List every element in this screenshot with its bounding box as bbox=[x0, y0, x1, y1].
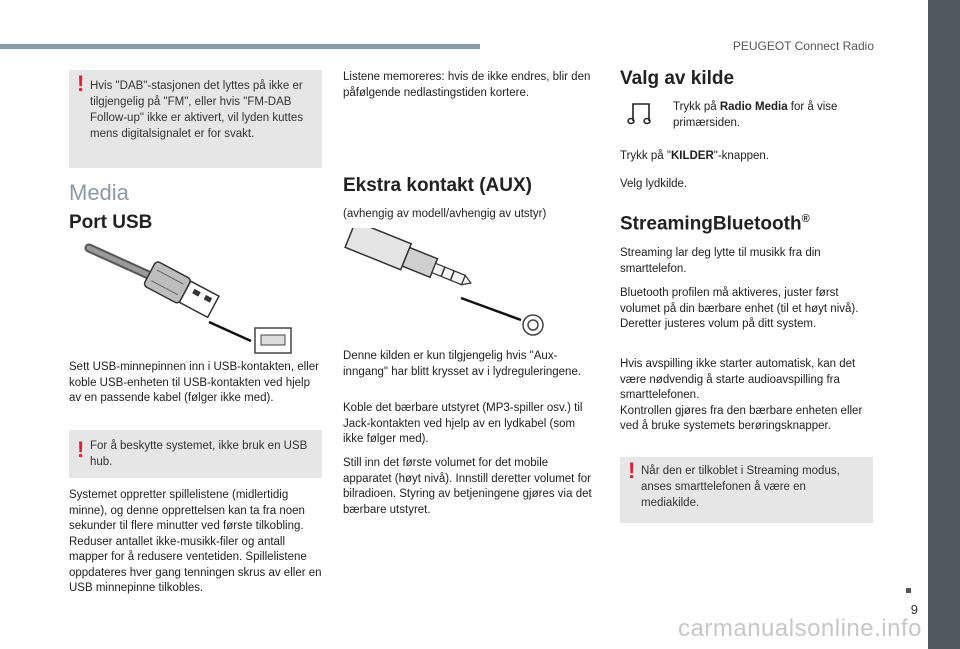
kilder-label: KILDER bbox=[670, 150, 714, 162]
heading-bluetooth-text: StreamingBluetooth bbox=[620, 213, 802, 235]
heading-aux: Ekstra kontakt (AUX) bbox=[343, 175, 532, 196]
warning-note-streaming bbox=[620, 457, 873, 523]
watermark: carmanualsonline.info bbox=[678, 615, 922, 642]
step-select-source: Velg lydkilde. bbox=[620, 178, 688, 190]
step-radio-media bbox=[673, 100, 853, 131]
header-title: PEUGEOT Connect Radio bbox=[732, 39, 874, 53]
paragraph-usb: Sett USB-minnepinnen inn i USB-kontakten, eller koble USB-enheten til USB-kontakten ved hjelp av en passende kabel (følger ikke med). bbox=[69, 361, 319, 404]
warning-note-dab bbox=[69, 70, 322, 168]
step-text: for å vise primærsiden. bbox=[673, 101, 838, 129]
jack-illustration bbox=[343, 228, 553, 338]
warning-note-text: For å beskytte systemet, ikke bruk en USB hub. bbox=[90, 440, 308, 468]
step-kilder bbox=[620, 149, 875, 165]
page-marker bbox=[906, 588, 911, 593]
paragraph-bt-1: Streaming lar deg lytte til musikk fra din smarttelefon. bbox=[620, 247, 821, 275]
header-rule bbox=[0, 44, 480, 49]
warning-icon: ! bbox=[628, 458, 636, 483]
warning-note-text: Når den er tilkoblet i Streaming modus, anses smarttelefonen å være en mediakilde. bbox=[641, 465, 840, 509]
paragraph-aux-1: Denne kilden er kun tilgjengelig hvis "Aux-inngang" har blitt krysset av i lydreguleringene. bbox=[343, 350, 582, 378]
warning-icon: ! bbox=[77, 437, 85, 462]
side-strip bbox=[928, 0, 960, 649]
heading-bluetooth bbox=[620, 213, 810, 235]
step-text: Trykk på bbox=[673, 101, 720, 113]
paragraph-aux-sub: (avhengig av modell/avhengig av utstyr) bbox=[343, 208, 547, 220]
paragraph-aux-2: Koble det bærbare utstyret (MP3-spiller osv.) til Jack-kontakten ved hjelp av en lydkabel (som ikke følger med). bbox=[343, 402, 583, 445]
paragraph-lists: Listene memoreres: hvis de ikke endres, blir den påfølgende nedlastingstiden kortere. bbox=[343, 71, 591, 99]
warning-icon: ! bbox=[77, 71, 85, 96]
step-text: Trykk på " bbox=[620, 150, 671, 162]
section-title: Media bbox=[69, 180, 129, 205]
page-number: 9 bbox=[910, 602, 918, 617]
warning-note-text: Hvis "DAB"-stasjonen det lyttes på ikke er tilgjengelig på "FM", eller hvis "FM-DAB Follow-up" ikke er aktivert, vil lyden kuttes mens digitalsignalet er for svakt. bbox=[90, 80, 304, 140]
paragraph-bt-3 bbox=[620, 357, 878, 435]
radio-media-label: Radio Media bbox=[719, 101, 788, 113]
step-text: "-knappen. bbox=[713, 150, 769, 162]
registered-mark: ® bbox=[801, 213, 810, 225]
paragraph-bt-2: Bluetooth profilen må aktiveres, juster først volumet på din bærbare enhet (til et høyt nivå). Deretter justeres volum på ditt system. bbox=[620, 287, 859, 330]
heading-usb: Port USB bbox=[69, 212, 153, 233]
paragraph-aux-3: Still inn det første volumet for det mobile apparatet (høyt nivå). Innstill deretter volumet for bilradioen. Styring av betjeningene gjøres via det bærbare utstyret. bbox=[343, 457, 592, 516]
paragraph-bt-3b: Kontrollen gjøres fra den bærbare enheten eller ved å bruke systemets berøringsknapper. bbox=[620, 404, 863, 432]
warning-note-hub bbox=[69, 430, 322, 478]
heading-source: Valg av kilde bbox=[620, 68, 735, 89]
paragraph-system: Systemet oppretter spillelistene (midlertidig minne), og denne opprettelsen kan ta fra noen sekunder til flere minutter ved første tilkobling. Reduser antallet ikke-musikk-filer og antall mapper for å redusere ventetiden. Spillelistene oppdateres hver gang tenningen skrus av eller en USB minnepinne tilkobles. bbox=[69, 489, 322, 594]
usb-illustration bbox=[69, 240, 324, 355]
music-note-icon bbox=[626, 100, 656, 126]
paragraph-bt-3a: Hvis avspilling ikke starter automatisk, kan det være nødvendig å starte audioavspilling fra smarttelefonen. bbox=[620, 358, 856, 401]
